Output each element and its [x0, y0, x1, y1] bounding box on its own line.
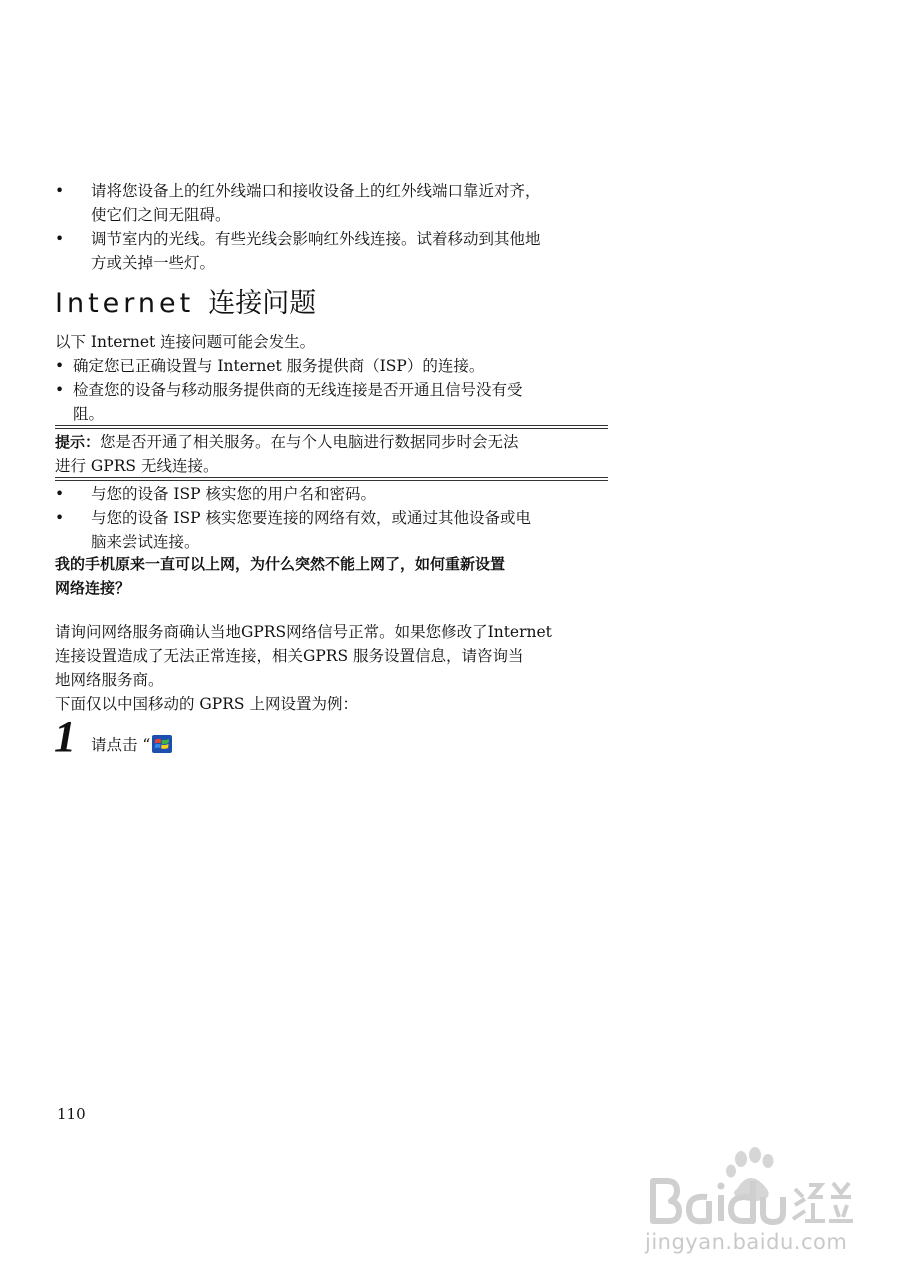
faq-answer-line: 地网络服务商。	[55, 671, 164, 689]
bullet-marker: •	[55, 230, 65, 248]
list-item	[55, 482, 607, 506]
list-item	[55, 179, 607, 227]
faq-answer-line: 下面仅以中国移动的 GPRS 上网设置为例：	[55, 695, 358, 713]
list-item-line: 与您的设备 ISP 核实您的用户名和密码。	[91, 485, 377, 503]
list-item-line: 与您的设备 ISP 核实您要连接的网络有效，或通过其他设备或电	[91, 509, 532, 527]
faq-question-line: 我的手机原来一直可以上网，为什么突然不能上网了，如何重新设置	[55, 555, 506, 573]
list-item	[55, 378, 607, 426]
faq-answer-line: 请询问网络服务商确认当地GPRS网络信号正常。如果您修改了Internet	[55, 623, 552, 641]
page-number: 110	[57, 1105, 86, 1123]
faq-answer-line: 连接设置造成了无法正常连接，相关GPRS 服务设置信息，请咨询当	[55, 647, 524, 665]
faq-answer	[55, 620, 607, 716]
watermark-url: jingyan.baidu.com	[645, 1230, 848, 1254]
tip-line-2: 进行 GPRS 无线连接。	[55, 457, 219, 475]
tip-label: 提示：	[55, 433, 101, 451]
step-number: 1	[54, 712, 76, 761]
list-item	[55, 227, 607, 275]
step-instruction	[91, 733, 172, 757]
section-body	[55, 330, 607, 426]
tip-box	[55, 430, 607, 478]
bullet-marker: •	[55, 509, 65, 527]
list-item-line: 脑来尝试连接。	[91, 533, 200, 551]
bullet-marker: •	[55, 357, 65, 375]
list-item-line: 调节室内的光线。有些光线会影响红外线连接。试着移动到其他地	[91, 230, 541, 248]
tip-line-1	[55, 430, 607, 454]
section-heading	[55, 287, 316, 321]
ir-bullet-list	[55, 179, 607, 275]
faq-question	[55, 552, 607, 600]
list-item-line: 请将您设备上的红外线端口和接收设备上的红外线端口靠近对齐，	[91, 182, 541, 200]
bullet-marker: •	[55, 381, 65, 399]
isp-bullet-list	[55, 482, 607, 554]
section-heading-cjk: 连接问题	[208, 288, 317, 319]
list-item-line: 阻。	[73, 405, 105, 423]
tip-bottom-rule	[55, 477, 608, 481]
list-item-line: 检查您的设备与移动服务提供商的无线连接是否开通且信号没有受	[73, 381, 523, 399]
list-item-line: 使它们之间无阻碍。	[91, 206, 231, 224]
tip-text: 您是否开通了相关服务。在与个人电脑进行数据同步时会无法	[100, 433, 519, 451]
windows-start-icon	[152, 735, 172, 753]
bullet-marker: •	[55, 182, 65, 200]
list-item	[55, 506, 607, 554]
list-item-line: 确定您已正确设置与 Internet 服务提供商（ISP）的连接。	[73, 357, 485, 375]
step-instruction-text: 请点击 “	[91, 736, 151, 754]
faq-question-line: 网络连接？	[55, 579, 131, 597]
tip-top-rule	[55, 425, 608, 429]
section-heading-latin: Internet	[55, 288, 195, 319]
bullet-marker: •	[55, 485, 65, 503]
section-intro: 以下 Internet 连接问题可能会发生。	[55, 333, 316, 351]
list-item	[55, 354, 607, 378]
list-item-line: 方或关掉一些灯。	[91, 254, 216, 272]
